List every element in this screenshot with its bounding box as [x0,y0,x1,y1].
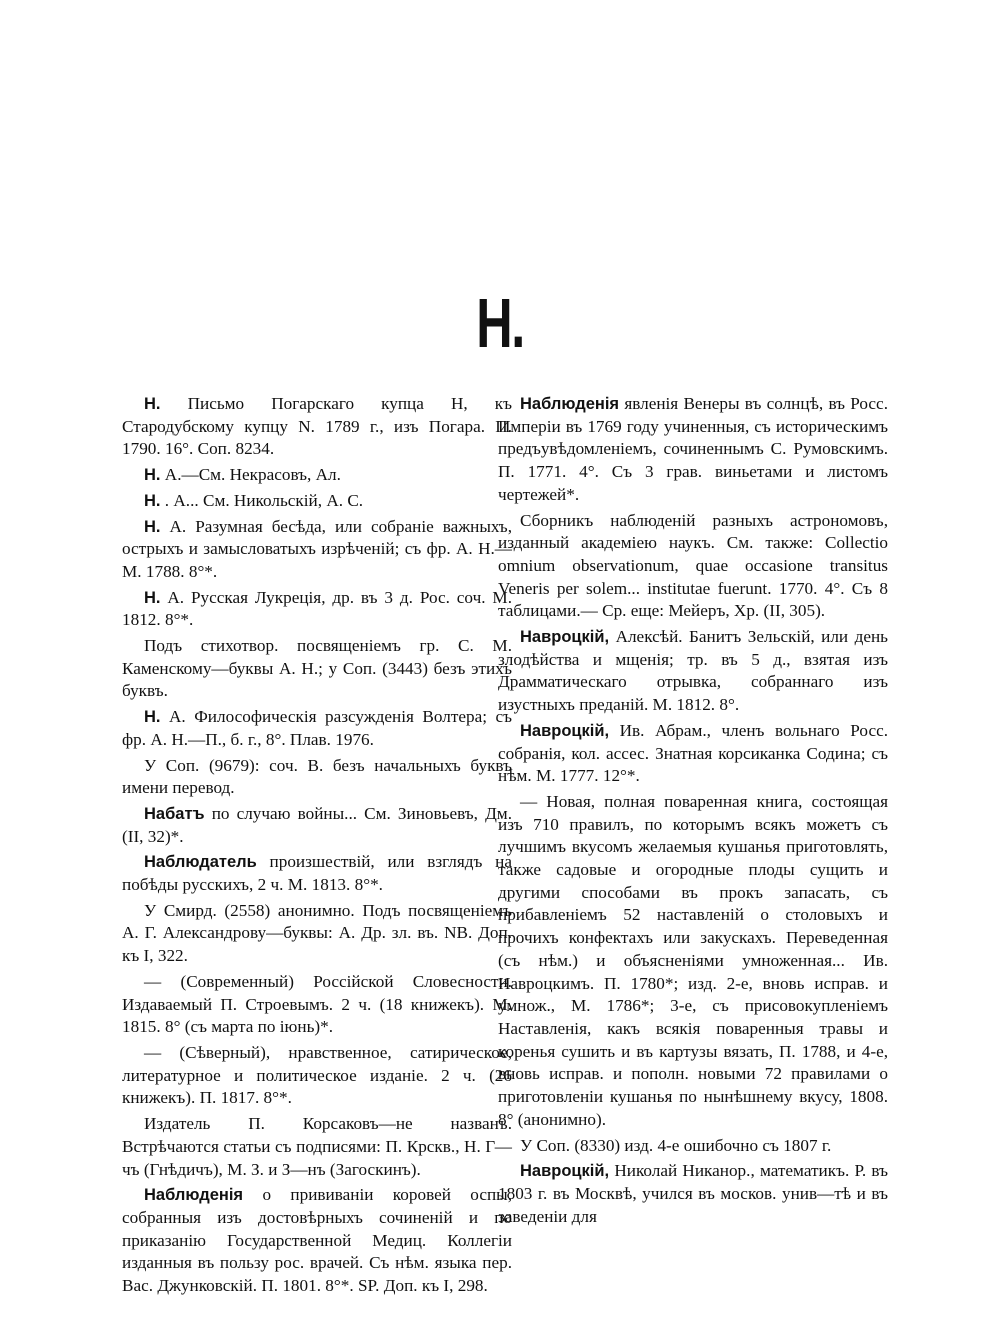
entry-text: А. Философическія разсужденія Волтера; съ фр. А. Н.—П., б. г., 8°. Плав. 1976. [122,707,512,749]
headword: Набатъ [144,804,205,823]
headword: Н. [144,491,161,510]
entry-text: . А... См. Никольскій, А. С. [160,490,364,510]
entry-text: — (Современный) Россійской Словесности. Издаваемый П. Строевымъ. 2 ч. (18 книжекъ). М. 1815. 8° (съ марта по іюнь)*. [122,971,512,1037]
entry-text: У Смирд. (2558) анонимно. Подъ посвященіемъ А. Г. Александрову—буквы: А. Др. зл. въ. NB. Доп. къ I, 322. [122,900,512,966]
entry [498,720,888,788]
entry-subentry [122,971,512,1039]
entry-text: о прививаніи коровей оспы, собранныя изъ достовѣрныхъ сочиненій и по приказанію Государственной Медиц. Коллегіи изданныя въ пользу рос. врачей. Съ нѣм. языка пер. Вас. Джунковскій. П. 1801. 8°*. SP. Доп. къ I, 298. [122,1185,512,1296]
entry [122,516,512,584]
entry-text: Письмо Погарскаго купца Н, къ Стародубскому купцу N. 1789 г., изъ Погара. П. 1790. 16°. Соп. 8234. [122,394,512,459]
entry-text: Издатель П. Корсаковъ—не названъ. Встрѣчаются статьи съ подписями: П. Крскв., Н. Г—чъ (Гнѣдичъ), М. З. и З—нъ (Загоскинъ). [122,1114,512,1179]
entry-subentry [122,1042,512,1110]
left-column [122,393,512,1301]
entry-text: У Соп. (8330) изд. 4-е ошибочно съ 1807 г. [520,1135,832,1155]
entry-text: произшествій, или взглядъ на побѣды русскихъ, 2 ч. М. 1813. 8°*. [122,852,512,895]
entry-text: А. Разумная бесѣда, или собраніе важныхъ, острыхъ и замысловатыхъ изрѣченій; съ фр. А. Н.—М. 1788. 8°*. [122,516,512,581]
headword: Навроцкій, [520,628,610,647]
entry [122,393,512,461]
entry [122,706,512,751]
page-letter-heading: Н. [476,284,524,362]
headword: Наблюденія [144,1186,244,1205]
entry [122,464,512,487]
entry-text: Ив. Абрам., членъ вольнаго Росс. собранія, кол. ассес. Знатная корсиканка Содина; съ нѣм. М. 1777. 12°*. [498,720,888,786]
entry-text: — Новая, полная поваренная книга, состоящая изъ 710 правилъ, по которымъ всякъ можетъ съ лучшимъ вкусомъ желаемыя кушанья приготовлять, также садовые и огородные плоды сущить и другими способами въ прокъ запасать, съ прибавленіемъ 52 наставленій о столовыхъ и прочихъ конфектахъ или закускахъ. Переведенная (съ нѣм.) и объясненіями умноженная... Ив. Навроцкимъ. П. 1780*; изд. 2-е, вновь исправ. и умнож., М. 1786*; 3-е, съ присовокупленіемъ Наставленія, какъ всякія поваренныя травы и коренья сушить и въ картузы вязать, П. 1788, и 4-е, вновь исправ. и пополн. новыми 72 правилами о приготовленіи кушанья по нынѣшнему вкусу, 1808. 8° (анонимно). [498,791,888,1129]
entry-text: Подъ стихотвор. посвященіемъ гр. С. М. Каменскому—буквы А. Н.; у Соп. (3443) безъ этихъ буквъ. [122,636,512,701]
headword: Н. [144,466,161,485]
entry [498,1160,888,1228]
entry [122,851,512,896]
entry-text: по случаю войны... См. Зиновьевъ, Дм. (II, 32)*. [122,803,512,846]
entry-note [122,1113,512,1181]
entry [122,490,512,513]
entry-text: Николай Никанор., математикъ. Р. въ 1803 г. въ Москвѣ, учился въ москов. унив—тѣ и въ заведеніи для [498,1161,888,1226]
entry-text: явленія Венеры въ солнцѣ, въ Росс. Имперіи въ 1769 году учиненныя, съ историческимъ предъувѣдомленіемъ, сочиненнымъ С. Румовскимъ. П. 1771. 4°. Съ 3 грав. виньетами и листомъ чертежей*. [498,394,888,504]
headword: Н. [144,708,161,727]
entry [498,393,888,507]
headword: Н. [144,588,161,607]
entry-note [498,510,888,624]
headword: Наблюденія [520,395,620,413]
entry-text: А. Русская Лукреція, др. въ 3 д. Рос. соч. М. 1812. 8°*. [122,587,512,630]
entry-subentry [498,791,888,1132]
entry [122,803,512,848]
headword: Н. [144,517,161,536]
entry-text: Алексѣй. Банитъ Зельскій, или день злодѣйства и мщенія; тр. въ 5 д., взятая изъ Драмматическаго отрывка, собраннаго изъ изустныхъ преданій. М. 1812. 8°. [498,627,888,715]
entry-note [122,900,512,968]
entry-text: — (Сѣверный), нравственное, сатирическое, литературное и политическое изданіе. 2 ч. (26 книжекъ). П. 1817. 8°*. [122,1042,512,1108]
entry [122,1184,512,1298]
entry-note [122,635,512,703]
entry [122,587,512,632]
headword: Н. [144,395,161,413]
right-column [498,393,888,1231]
entry-text: Сборникъ наблюденій разныхъ астрономовъ, изданный академіею наукъ. См. также: Collectio omnium observationum, quae occasione transitus Veneris per solem... institutae fuerunt. 1770. 4°. Съ 8 таблицами.— Ср. еще: Мейеръ, Хр. (II, 305). [498,510,888,621]
entry-text: У Соп. (9679): соч. В. безъ начальныхъ буквъ имени перевод. [122,755,512,798]
entry-note [498,1135,888,1158]
headword: Навроцкій, [520,1162,610,1181]
entry-text: А.—См. Некрасовъ, Ал. [160,465,341,485]
headword: Навроцкій, [520,721,610,740]
headword: Наблюдатель [144,853,257,872]
entry-note [122,755,512,800]
entry [498,626,888,717]
